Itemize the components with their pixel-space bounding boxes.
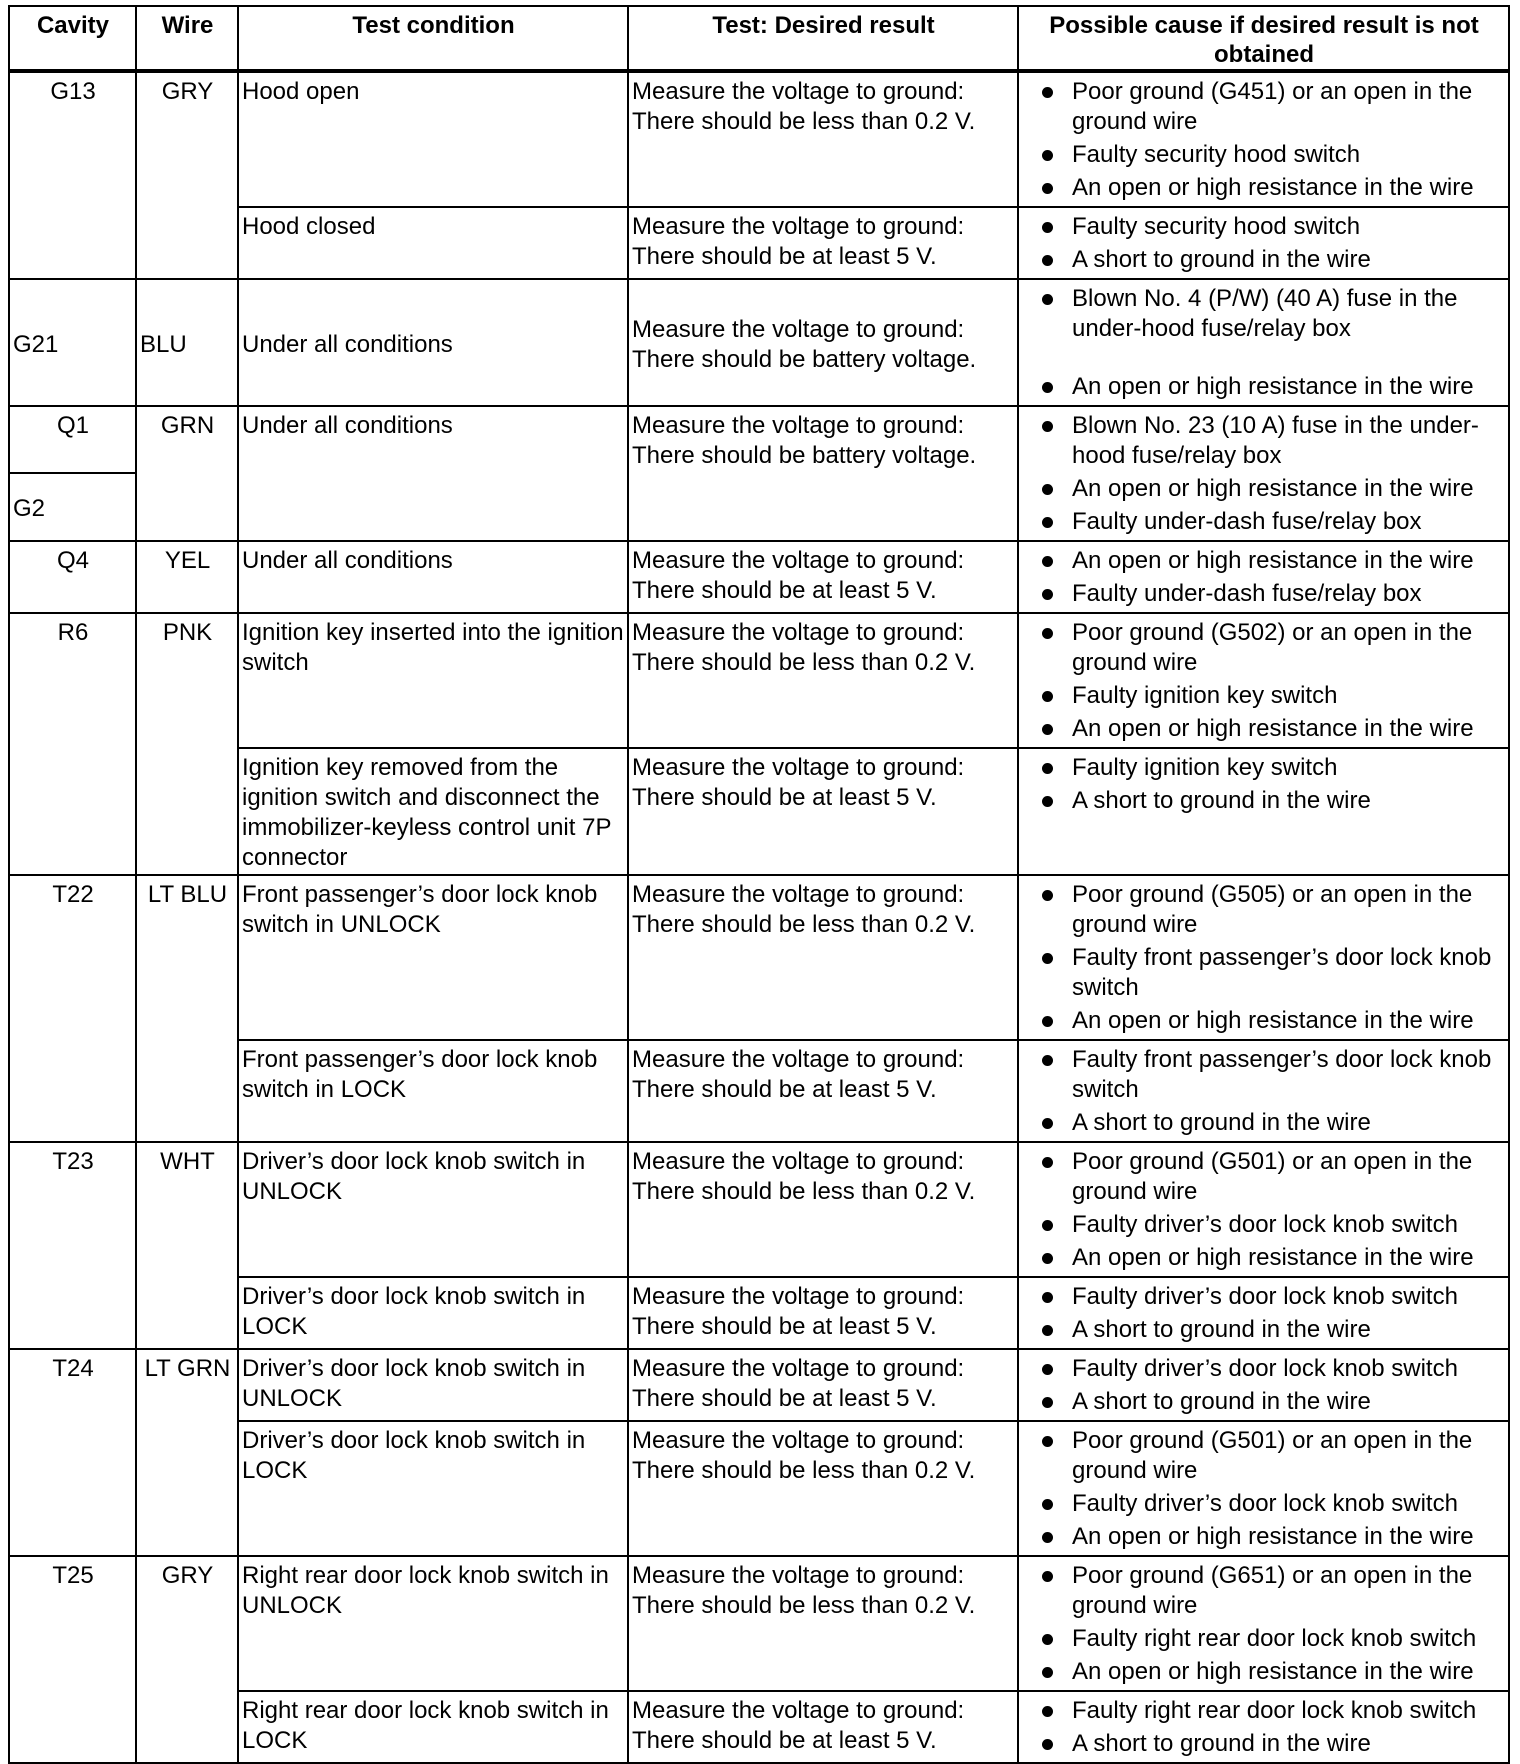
condition-cell: Driver’s door lock knob switch in LOCK [238,1277,628,1349]
list-item: A short to ground in the wire [1022,245,1506,275]
bullet-icon [1042,1634,1053,1645]
bullet-icon [1042,796,1053,807]
list-item: Poor ground (G502) or an open in the ground wire [1022,618,1506,678]
result-cell: Measure the voltage to ground: There should be at least 5 V. [628,1040,1018,1142]
table-row [9,279,1509,406]
bullet-icon [1042,1532,1053,1543]
cause-cell [1018,71,1509,207]
bullet-icon [1042,628,1053,639]
list-item: Faulty front passenger’s door lock knob switch [1022,1045,1506,1105]
bullet-icon [1042,763,1053,774]
cause-list [1022,1426,1506,1552]
list-item: Blown No. 4 (P/W) (40 A) fuse in the under-hood fuse/relay box [1022,284,1506,344]
result-cell: Measure the voltage to ground: There should be less than 0.2 V. [628,1421,1018,1556]
bullet-icon [1042,556,1053,567]
table-row [9,1556,1509,1691]
cause-cell [1018,1040,1509,1142]
col-header-cavity: Cavity [9,6,136,71]
list-item: An open or high resistance in the wire [1022,1006,1506,1036]
table-row [9,875,1509,1040]
header-row [9,6,1509,71]
cavity-cell: T22 [9,875,136,1142]
cause-list [1022,411,1506,537]
wire-cell: LT BLU [136,875,238,1142]
bullet-icon [1042,1436,1053,1447]
result-cell: Measure the voltage to ground: There should be battery voltage. [628,406,1018,541]
test-table [8,5,1510,1764]
cause-cell [1018,875,1509,1040]
list-item: Faulty driver’s door lock knob switch [1022,1489,1506,1519]
cause-cell [1018,1142,1509,1277]
cavity-cell: Q1 [9,406,136,473]
cause-list [1022,546,1506,609]
bullet-icon [1042,1055,1053,1066]
condition-cell: Right rear door lock knob switch in LOCK [238,1691,628,1763]
table-row [9,71,1509,207]
list-item: A short to ground in the wire [1022,1729,1506,1759]
list-item: A short to ground in the wire [1022,1387,1506,1417]
bullet-icon [1042,517,1053,528]
bullet-icon [1042,1364,1053,1375]
bullet-icon [1042,1325,1053,1336]
list-item: An open or high resistance in the wire [1022,546,1506,576]
list-item: Poor ground (G651) or an open in the ground wire [1022,1561,1506,1621]
cause-cell [1018,1421,1509,1556]
result-cell: Measure the voltage to ground: There should be less than 0.2 V. [628,1556,1018,1691]
list-item: A short to ground in the wire [1022,1108,1506,1138]
list-item: Faulty ignition key switch [1022,753,1506,783]
result-cell: Measure the voltage to ground: There should be less than 0.2 V. [628,71,1018,207]
col-header-desired-result: Test: Desired result [628,6,1018,71]
condition-cell: Front passenger’s door lock knob switch in LOCK [238,1040,628,1142]
bullet-icon [1042,1499,1053,1510]
table-row [9,1349,1509,1421]
bullet-icon [1042,1118,1053,1129]
cause-cell [1018,1349,1509,1421]
list-item: Faulty security hood switch [1022,140,1506,170]
col-header-wire: Wire [136,6,238,71]
cavity-cell: G13 [9,71,136,279]
list-item: Faulty right rear door lock knob switch [1022,1696,1506,1726]
cause-list [1022,753,1506,816]
cause-cell [1018,613,1509,748]
condition-cell: Under all conditions [238,279,628,406]
result-cell: Measure the voltage to ground: There should be at least 5 V. [628,1691,1018,1763]
cause-list [1022,880,1506,1036]
list-item: A short to ground in the wire [1022,786,1506,816]
bullet-icon [1042,255,1053,266]
condition-cell: Front passenger’s door lock knob switch in UNLOCK [238,875,628,1040]
table-row [9,541,1509,613]
result-cell: Measure the voltage to ground: There should be at least 5 V. [628,1277,1018,1349]
list-item: A short to ground in the wire [1022,1315,1506,1345]
list-item: Poor ground (G501) or an open in the ground wire [1022,1426,1506,1486]
bullet-icon [1042,484,1053,495]
list-item: An open or high resistance in the wire [1022,372,1506,402]
cause-cell [1018,207,1509,279]
condition-cell: Hood closed [238,207,628,279]
bullet-icon [1042,1016,1053,1027]
bullet-icon [1042,183,1053,194]
cause-list [1022,618,1506,744]
bullet-icon [1042,222,1053,233]
cause-cell [1018,1691,1509,1763]
cavity-cell: R6 [9,613,136,875]
list-item: An open or high resistance in the wire [1022,474,1506,504]
cause-cell [1018,541,1509,613]
result-cell: Measure the voltage to ground: There should be at least 5 V. [628,207,1018,279]
bullet-icon [1042,87,1053,98]
result-cell: Measure the voltage to ground: There should be less than 0.2 V. [628,1142,1018,1277]
bullet-icon [1042,953,1053,964]
wire-cell: BLU [136,279,238,406]
list-item: An open or high resistance in the wire [1022,1243,1506,1273]
bullet-icon [1042,1253,1053,1264]
condition-cell: Ignition key removed from the ignition switch and disconnect the immobilizer-keyless control unit 7P connector [238,748,628,875]
wire-cell: PNK [136,613,238,875]
result-cell: Measure the voltage to ground: There should be less than 0.2 V. [628,875,1018,1040]
bullet-icon [1042,890,1053,901]
wire-cell: GRN [136,406,238,541]
bullet-icon [1042,724,1053,735]
cavity-cell: T24 [9,1349,136,1556]
condition-cell: Under all conditions [238,541,628,613]
cause-list [1022,1696,1506,1759]
list-item: Faulty front passenger’s door lock knob switch [1022,943,1506,1003]
list-item: Faulty right rear door lock knob switch [1022,1624,1506,1654]
list-item: Poor ground (G505) or an open in the ground wire [1022,880,1506,940]
cause-list [1022,1045,1506,1138]
result-cell: Measure the voltage to ground: There should be at least 5 V. [628,1349,1018,1421]
list-item: Faulty security hood switch [1022,212,1506,242]
list-item: Faulty driver’s door lock knob switch [1022,1354,1506,1384]
list-item: Poor ground (G501) or an open in the ground wire [1022,1147,1506,1207]
list-item: Faulty under-dash fuse/relay box [1022,579,1506,609]
cavity-cell: Q4 [9,541,136,613]
cavity-cell: T23 [9,1142,136,1349]
cause-list [1022,1354,1506,1417]
result-cell: Measure the voltage to ground: There should be battery voltage. [628,279,1018,406]
wire-cell: GRY [136,71,238,279]
list-item: Faulty driver’s door lock knob switch [1022,1282,1506,1312]
bullet-icon [1042,589,1053,600]
cause-cell [1018,748,1509,875]
cause-list [1022,1147,1506,1273]
table-row [9,1142,1509,1277]
wire-cell: WHT [136,1142,238,1349]
condition-cell: Driver’s door lock knob switch in UNLOCK [238,1349,628,1421]
table-row [9,613,1509,748]
result-cell: Measure the voltage to ground: There should be less than 0.2 V. [628,613,1018,748]
condition-cell: Under all conditions [238,406,628,541]
list-item: An open or high resistance in the wire [1022,1657,1506,1687]
bullet-icon [1042,1739,1053,1750]
cause-list [1022,1282,1506,1345]
bullet-icon [1042,1292,1053,1303]
bullet-icon [1042,1157,1053,1168]
bullet-icon [1042,1667,1053,1678]
bullet-icon [1042,1706,1053,1717]
cavity-cell: G2 [9,473,136,541]
condition-cell: Driver’s door lock knob switch in LOCK [238,1421,628,1556]
cause-cell [1018,1277,1509,1349]
list-item: An open or high resistance in the wire [1022,1522,1506,1552]
bullet-icon [1042,382,1053,393]
table-row [9,406,1509,473]
col-header-possible-cause: Possible cause if desired result is not obtained [1018,6,1509,71]
cavity-cell: G21 [9,279,136,406]
cavity-cell: T25 [9,1556,136,1763]
bullet-icon [1042,1571,1053,1582]
bullet-icon [1042,1397,1053,1408]
cause-list [1022,212,1506,275]
wire-cell: GRY [136,1556,238,1763]
condition-cell: Right rear door lock knob switch in UNLOCK [238,1556,628,1691]
list-item: Poor ground (G451) or an open in the ground wire [1022,77,1506,137]
wire-cell: YEL [136,541,238,613]
wire-cell: LT GRN [136,1349,238,1556]
cause-list [1022,77,1506,203]
bullet-icon [1042,294,1053,305]
list-item: Faulty driver’s door lock knob switch [1022,1210,1506,1240]
list-item: Blown No. 23 (10 A) fuse in the under-hood fuse/relay box [1022,411,1506,471]
list-item: An open or high resistance in the wire [1022,714,1506,744]
list-item: Faulty ignition key switch [1022,681,1506,711]
cause-cell [1018,279,1509,406]
cause-cell [1018,1556,1509,1691]
list-item: Faulty under-dash fuse/relay box [1022,507,1506,537]
list-item: An open or high resistance in the wire [1022,173,1506,203]
cause-list [1022,1561,1506,1687]
bullet-icon [1042,150,1053,161]
condition-cell: Ignition key inserted into the ignition switch [238,613,628,748]
result-cell: Measure the voltage to ground: There should be at least 5 V. [628,541,1018,613]
bullet-icon [1042,421,1053,432]
cause-list [1022,284,1506,402]
bullet-icon [1042,1220,1053,1231]
col-header-test-condition: Test condition [238,6,628,71]
bullet-icon [1042,691,1053,702]
cause-cell [1018,406,1509,541]
result-cell: Measure the voltage to ground: There should be at least 5 V. [628,748,1018,875]
condition-cell: Hood open [238,71,628,207]
condition-cell: Driver’s door lock knob switch in UNLOCK [238,1142,628,1277]
